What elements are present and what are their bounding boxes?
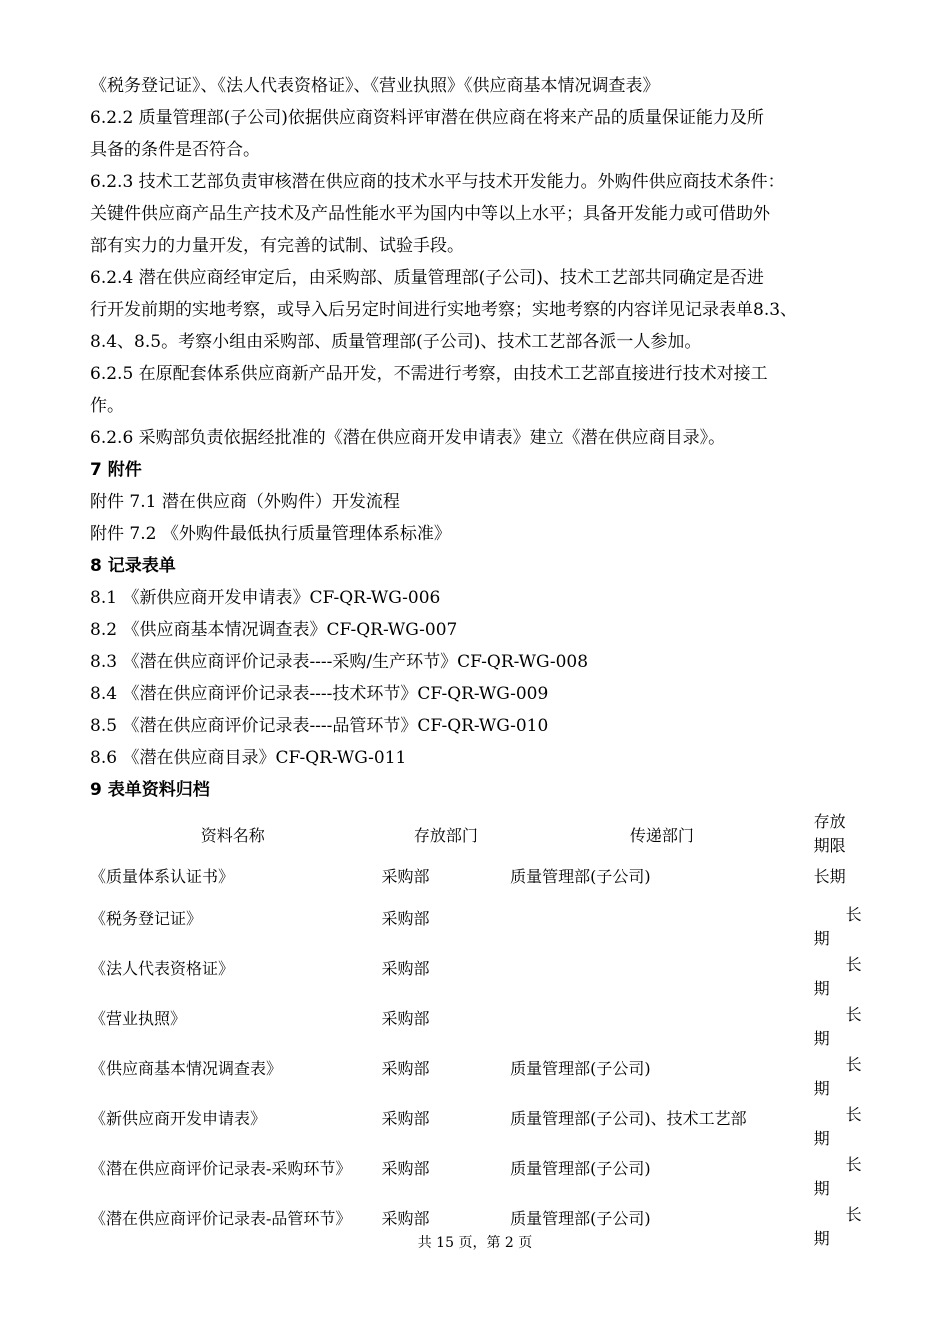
cell-name: 《新供应商开发申请表》	[90, 1109, 267, 1128]
cell-period	[814, 862, 874, 904]
record-item: 8.6 《潜在供应商目录》CF-QR-WG-011	[90, 748, 407, 768]
paragraph-line: 具备的条件是否符合。	[90, 140, 260, 160]
record-item: 8.4 《潜在供应商评价记录表----技术环节》CF-QR-WG-009	[90, 684, 549, 704]
cell-pass	[510, 1004, 814, 1054]
attachment-item: 附件 7.2 《外购件最低执行质量管理体系标准》	[90, 524, 451, 544]
cell-period-text: 长期	[813, 867, 846, 886]
cell-store: 采购部	[381, 867, 430, 886]
cell-name: 《税务登记证》	[90, 909, 203, 928]
paragraph-line: 6.2.2 质量管理部(子公司)依据供应商资料评审潜在供应商在将来产品的质量保证能力及所	[90, 108, 764, 128]
cell-period	[814, 1154, 874, 1204]
cell-period	[814, 954, 874, 1004]
cell-period-top: 长	[845, 905, 862, 924]
cell-period-bottom: 期	[813, 1229, 830, 1248]
cell-pass: 质量管理部(子公司)	[510, 1059, 651, 1078]
cell-name: 《法人代表资格证》	[90, 959, 235, 978]
cell-period-top: 长	[845, 1155, 862, 1174]
record-item: 8.1 《新供应商开发申请表》CF-QR-WG-006	[90, 588, 441, 608]
cell-store: 采购部	[381, 909, 430, 928]
cell-store: 采购部	[381, 1109, 430, 1128]
cell-period-bottom: 期	[813, 1179, 830, 1198]
cell-pass	[510, 904, 814, 954]
paragraph-line: 6.2.6 采购部负责依据经批准的《潜在供应商开发申请表》建立《潜在供应商目录》。	[90, 428, 726, 448]
cell-period-bottom: 期	[813, 1079, 830, 1098]
paragraph-line: 6.2.4 潜在供应商经审定后，由采购部、质量管理部(子公司)、技术工艺部共同确定是否进	[90, 268, 764, 288]
table-row	[84, 954, 874, 1004]
cell-name: 《质量体系认证书》	[90, 867, 235, 886]
page-footer: 共 15 页，第 2 页	[417, 1235, 533, 1251]
cell-store: 采购部	[381, 959, 430, 978]
record-item: 8.3 《潜在供应商评价记录表----采购/生产环节》CF-QR-WG-008	[90, 652, 589, 672]
cell-period	[814, 1104, 874, 1154]
section-heading-attachments: 7 附件	[90, 460, 142, 480]
cell-period-bottom: 期	[813, 1029, 830, 1048]
cell-name: 《营业执照》	[90, 1009, 187, 1028]
section-heading-records: 8 记录表单	[90, 556, 176, 576]
cell-pass: 质量管理部(子公司)	[510, 867, 651, 886]
cell-store: 采购部	[381, 1059, 430, 1078]
cell-period-bottom: 期	[813, 979, 830, 998]
document-page	[90, 70, 870, 1254]
cell-pass	[510, 954, 814, 1004]
cell-name: 《潜在供应商评价记录表-品管环节》	[90, 1209, 352, 1228]
record-item: 8.5 《潜在供应商评价记录表----品管环节》CF-QR-WG-010	[90, 716, 549, 736]
paragraph-line: 《税务登记证》、《法人代表资格证》、《营业执照》《供应商基本情况调查表》	[90, 76, 660, 96]
cell-period-top: 长	[845, 955, 862, 974]
cell-period-top: 长	[845, 1105, 862, 1124]
table-row	[84, 904, 874, 954]
cell-pass: 质量管理部(子公司)	[510, 1209, 651, 1228]
table-row	[84, 1104, 874, 1154]
paragraph-line: 作。	[90, 396, 124, 416]
table-row	[84, 1004, 874, 1054]
cell-store: 采购部	[381, 1209, 430, 1228]
table-header-row	[84, 806, 874, 862]
paragraph-line: 行开发前期的实地考察，或导入后另定时间进行实地考察；实地考察的内容详见记录表单8.3、	[90, 300, 798, 320]
cell-store: 采购部	[381, 1009, 430, 1028]
cell-period-top: 长	[845, 1055, 862, 1074]
cell-period-bottom: 期	[813, 929, 830, 948]
cell-period	[814, 1004, 874, 1054]
cell-period-bottom: 期	[813, 1129, 830, 1148]
table-row	[84, 1054, 874, 1104]
cell-pass: 质量管理部(子公司)	[510, 1159, 651, 1178]
cell-pass: 质量管理部(子公司)、技术工艺部	[510, 1109, 747, 1128]
cell-period-top: 长	[845, 1205, 862, 1224]
column-header-pass: 传递部门	[629, 825, 694, 845]
cell-name: 《潜在供应商评价记录表-采购环节》	[90, 1159, 352, 1178]
section-heading-archive: 9 表单资料归档	[90, 780, 210, 800]
paragraph-line: 6.2.5 在原配套体系供应商新产品开发，不需进行考察，由技术工艺部直接进行技术对接工	[90, 364, 768, 384]
table-row	[84, 1154, 874, 1204]
cell-period-top: 长	[845, 1005, 862, 1024]
column-header-name: 资料名称	[200, 825, 265, 845]
column-header-period	[814, 806, 874, 862]
column-header-store: 存放部门	[413, 825, 478, 845]
column-header-period-line2: 期限	[813, 836, 846, 855]
cell-name: 《供应商基本情况调查表》	[90, 1059, 283, 1078]
cell-period	[814, 904, 874, 954]
paragraph-line: 6.2.3 技术工艺部负责审核潜在供应商的技术水平与技术开发能力。外购件供应商技术条件：	[90, 172, 785, 192]
attachment-item: 附件 7.1 潜在供应商（外购件）开发流程	[90, 492, 400, 512]
table-row	[84, 862, 874, 904]
paragraph-line: 关键件供应商产品生产技术及产品性能水平为国内中等以上水平；具备开发能力或可借助外	[90, 204, 770, 224]
paragraph-line: 8.4、8.5。考察小组由采购部、质量管理部(子公司)、技术工艺部各派一人参加。	[90, 332, 702, 352]
column-header-period-line1: 存放	[813, 812, 846, 831]
cell-store: 采购部	[381, 1159, 430, 1178]
cell-period	[814, 1054, 874, 1104]
paragraph-line: 部有实力的力量开发，有完善的试制、试验手段。	[90, 236, 464, 256]
record-item: 8.2 《供应商基本情况调查表》CF-QR-WG-007	[90, 620, 458, 640]
archive-table	[84, 806, 874, 1254]
